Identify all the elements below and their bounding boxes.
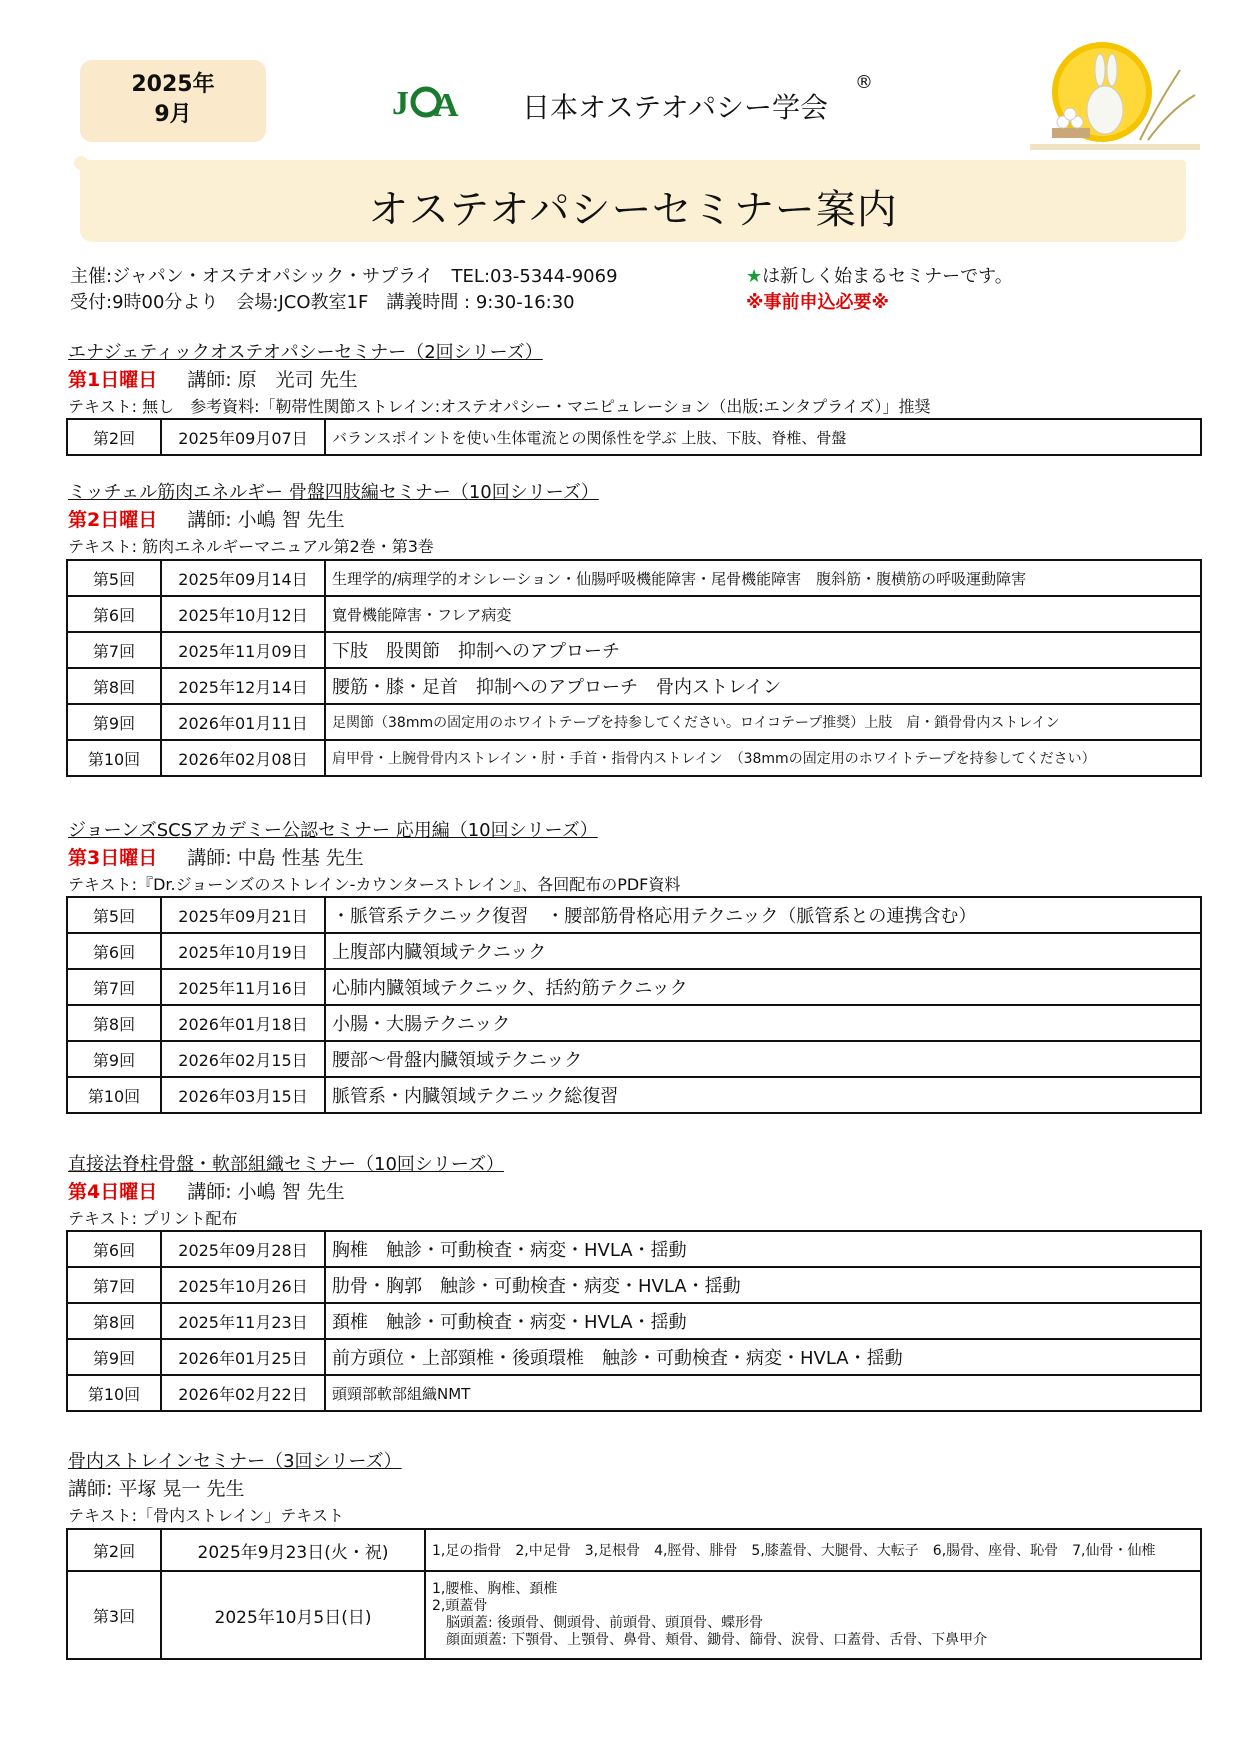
badge-year: 2025年: [131, 72, 215, 97]
session-date: 2025年11月16日: [161, 969, 325, 1005]
section-textbook: テキスト:「骨内ストレイン」テキスト: [68, 1506, 344, 1525]
topic-line: 1,腰椎、胸椎、頚椎: [432, 1581, 558, 1597]
month-badge: [80, 60, 266, 142]
table-row: [67, 419, 1201, 455]
section-title: 直接法脊柱骨盤・軟部組織セミナー（10回シリーズ）: [68, 1154, 505, 1175]
table-row: [67, 1077, 1201, 1113]
table-row: [67, 560, 1201, 596]
section-weekday: 第3日曜日: [68, 847, 158, 869]
section-textbook: テキスト: 無し 参考資料:「靭帯性関節ストレイン:オステオパシー・マニピュレーション（出版:エンタプライズ）」推奨: [68, 397, 931, 416]
session-topic: 腰部～骨盤内臓領域テクニック: [325, 1041, 1201, 1077]
section-lecturer: 講師: 小嶋 智 先生: [187, 509, 345, 531]
section-day-lecturer: [68, 843, 364, 870]
new-note-text: は新しく始まるセミナーです。: [762, 266, 1013, 287]
session-topic: 小腸・大腸テクニック: [325, 1005, 1201, 1041]
session-number: 第9回: [67, 1339, 161, 1375]
moon-rabbit-illustration: [1030, 40, 1200, 155]
session-number: 第2回: [67, 1529, 161, 1571]
session-topic: 前方頭位・上部頸椎・後頭環椎 触診・可動検査・病変・HVLA・揺動: [325, 1339, 1201, 1375]
session-date: 2025年9月23日(火・祝): [161, 1529, 425, 1571]
session-topic: 頚椎 触診・可動検査・病変・HVLA・揺動: [325, 1303, 1201, 1339]
session-number: 第2回: [67, 419, 161, 455]
session-topic: ・脈管系テクニック復習 ・腰部筋骨格応用テクニック（脈管系との連携含む）: [325, 897, 1201, 933]
session-number: 第10回: [67, 1077, 161, 1113]
table-row: [67, 1041, 1201, 1077]
session-number: 第6回: [67, 596, 161, 632]
session-date: 2026年02月22日: [161, 1375, 325, 1411]
section-weekday: 第2日曜日: [68, 509, 158, 531]
reception-info: 受付:9時00分より 会場:JCO教室1F 講義時間 : 9:30-16:30: [70, 292, 575, 313]
session-date: 2025年10月19日: [161, 933, 325, 969]
session-number: 第5回: [67, 897, 161, 933]
session-date: 2026年01月11日: [161, 704, 325, 740]
session-number: 第6回: [67, 1231, 161, 1267]
table-row: [67, 704, 1201, 740]
table-row: [67, 897, 1201, 933]
new-seminar-note: [746, 264, 1013, 290]
section-textbook: テキスト: 筋肉エネルギーマニュアル第2巻・第3巻: [68, 537, 434, 556]
session-date: 2025年10月5日(日): [161, 1571, 425, 1659]
session-number: 第10回: [67, 740, 161, 776]
badge-month: 9月: [154, 102, 192, 127]
table-row: [67, 1339, 1201, 1375]
session-date: 2026年02月15日: [161, 1041, 325, 1077]
title-banner: [80, 160, 1186, 242]
schedule-table: [66, 418, 1202, 456]
session-number: 第3回: [67, 1571, 161, 1659]
section-title: 骨内ストレインセミナー（3回シリーズ）: [68, 1451, 402, 1472]
section-day-lecturer: [68, 365, 358, 392]
session-topic: 寛骨機能障害・フレア病変: [325, 596, 1201, 632]
session-date: 2025年12月14日: [161, 668, 325, 704]
section-weekday: 第1日曜日: [68, 369, 158, 391]
table-row: [67, 1571, 1201, 1659]
session-number: 第9回: [67, 704, 161, 740]
session-number: 第10回: [67, 1375, 161, 1411]
section-title: ミッチェル筋肉エネルギー 骨盤四肢編セミナー（10回シリーズ）: [68, 482, 599, 503]
session-topic: 1,足の指骨 2,中足骨 3,足根骨 4,脛骨、腓骨 5,膝蓋骨、大腿骨、大転子 6,腸骨、座骨、恥骨 7,仙骨・仙椎: [425, 1529, 1201, 1571]
table-row: [67, 1303, 1201, 1339]
organizer-info: 主催:ジャパン・オステオパシック・サプライ TEL:03-5344-9069: [70, 266, 618, 287]
section-weekday: 第4日曜日: [68, 1181, 158, 1203]
session-number: 第7回: [67, 632, 161, 668]
session-number: 第8回: [67, 1303, 161, 1339]
svg-text:A: A: [434, 87, 459, 124]
star-icon: ★: [746, 266, 763, 287]
section-textbook: テキスト: プリント配布: [68, 1209, 238, 1228]
section-lecturer: 講師: 中島 性基 先生: [187, 847, 364, 869]
section-title: ジョーンズSCSアカデミー公認セミナー 応用編（10回シリーズ）: [68, 820, 598, 841]
table-row: [67, 668, 1201, 704]
session-number: 第6回: [67, 933, 161, 969]
section-day-lecturer: [68, 1177, 345, 1204]
org-name: 日本オステオパシー学会: [522, 91, 829, 124]
session-date: 2025年09月21日: [161, 897, 325, 933]
session-date: 2025年10月12日: [161, 596, 325, 632]
schedule-table: [66, 896, 1202, 1114]
session-date: 2025年11月09日: [161, 632, 325, 668]
session-date: 2025年09月14日: [161, 560, 325, 596]
session-date: 2025年11月23日: [161, 1303, 325, 1339]
session-date: 2025年09月07日: [161, 419, 325, 455]
session-topic: 下肢 股関節 抑制へのアプローチ: [325, 632, 1201, 668]
section-lecturer: 講師: 小嶋 智 先生: [187, 1181, 345, 1203]
table-row: [67, 1529, 1201, 1571]
session-topic: 脈管系・内臓領域テクニック総復習: [325, 1077, 1201, 1113]
session-number: 第8回: [67, 1005, 161, 1041]
session-topic: 肩甲骨・上腕骨骨内ストレイン・肘・手首・指骨内ストレイン （38mmの固定用のホワイトテープを持参してください）: [325, 740, 1201, 776]
session-date: 2026年01月25日: [161, 1339, 325, 1375]
session-topic: 上腹部内臓領域テクニック: [325, 933, 1201, 969]
schedule-table: [66, 1528, 1202, 1660]
session-number: 第9回: [67, 1041, 161, 1077]
page-title: オステオパシーセミナー案内: [368, 187, 898, 233]
session-number: 第8回: [67, 668, 161, 704]
table-row: [67, 1267, 1201, 1303]
table-row: [67, 933, 1201, 969]
session-topic: 心肺内臓領域テクニック、括約筋テクニック: [325, 969, 1201, 1005]
section-lecturer: 講師: 平塚 晃一 先生: [68, 1478, 245, 1500]
joa-logo: [390, 80, 470, 124]
topic-line: 脳頭蓋: 後頭骨、側頭骨、前頭骨、頭頂骨、蝶形骨: [432, 1615, 764, 1631]
session-number: 第7回: [67, 1267, 161, 1303]
session-number: 第5回: [67, 560, 161, 596]
table-row: [67, 632, 1201, 668]
section-textbook: テキスト:『Dr.ジョーンズのストレイン-カウンターストレイン』、各回配布のPDF資料: [68, 875, 681, 894]
session-number: 第7回: [67, 969, 161, 1005]
session-date: 2025年09月28日: [161, 1231, 325, 1267]
session-date: 2026年03月15日: [161, 1077, 325, 1113]
table-row: [67, 1231, 1201, 1267]
session-topic: 生理学的/病理学的オシレーション・仙腸呼吸機能障害・尾骨機能障害 腹斜筋・腹横筋の呼吸運動障害: [325, 560, 1201, 596]
session-date: 2025年10月26日: [161, 1267, 325, 1303]
schedule-table: [66, 559, 1202, 777]
table-row: [67, 1005, 1201, 1041]
section-day-lecturer: [68, 505, 345, 532]
table-row: [67, 596, 1201, 632]
schedule-table: [66, 1230, 1202, 1412]
session-topic: 頭頸部軟部組織NMT: [325, 1375, 1201, 1411]
topic-line: 2,頭蓋骨: [432, 1598, 488, 1614]
svg-text:J: J: [392, 85, 409, 122]
registered-mark: ®: [855, 72, 873, 93]
table-row: [67, 1375, 1201, 1411]
session-topic: 腰筋・膝・足首 抑制へのアプローチ 骨内ストレイン: [325, 668, 1201, 704]
session-topic: [425, 1571, 1201, 1659]
session-date: 2026年01月18日: [161, 1005, 325, 1041]
session-date: 2026年02月08日: [161, 740, 325, 776]
session-topic: 胸椎 触診・可動検査・病変・HVLA・揺動: [325, 1231, 1201, 1267]
topic-line: 顔面頭蓋: 下顎骨、上顎骨、鼻骨、頬骨、鋤骨、篩骨、涙骨、口蓋骨、舌骨、下鼻甲介: [432, 1632, 988, 1648]
session-topic: バランスポイントを使い生体電流との関係性を学ぶ 上肢、下肢、脊椎、骨盤: [325, 419, 1201, 455]
section-title: エナジェティックオステオパシーセミナー（2回シリーズ）: [68, 342, 543, 363]
session-topic: 足関節（38mmの固定用のホワイトテープを持参してください。ロイコテープ推奨）上肢 肩・鎖骨骨内ストレイン: [325, 704, 1201, 740]
session-topic: 肋骨・胸郭 触診・可動検査・病変・HVLA・揺動: [325, 1267, 1201, 1303]
section-lecturer: 講師: 原 光司 先生: [187, 369, 358, 391]
table-row: [67, 740, 1201, 776]
prereg-note: ※事前申込必要※: [746, 292, 889, 313]
table-row: [67, 969, 1201, 1005]
